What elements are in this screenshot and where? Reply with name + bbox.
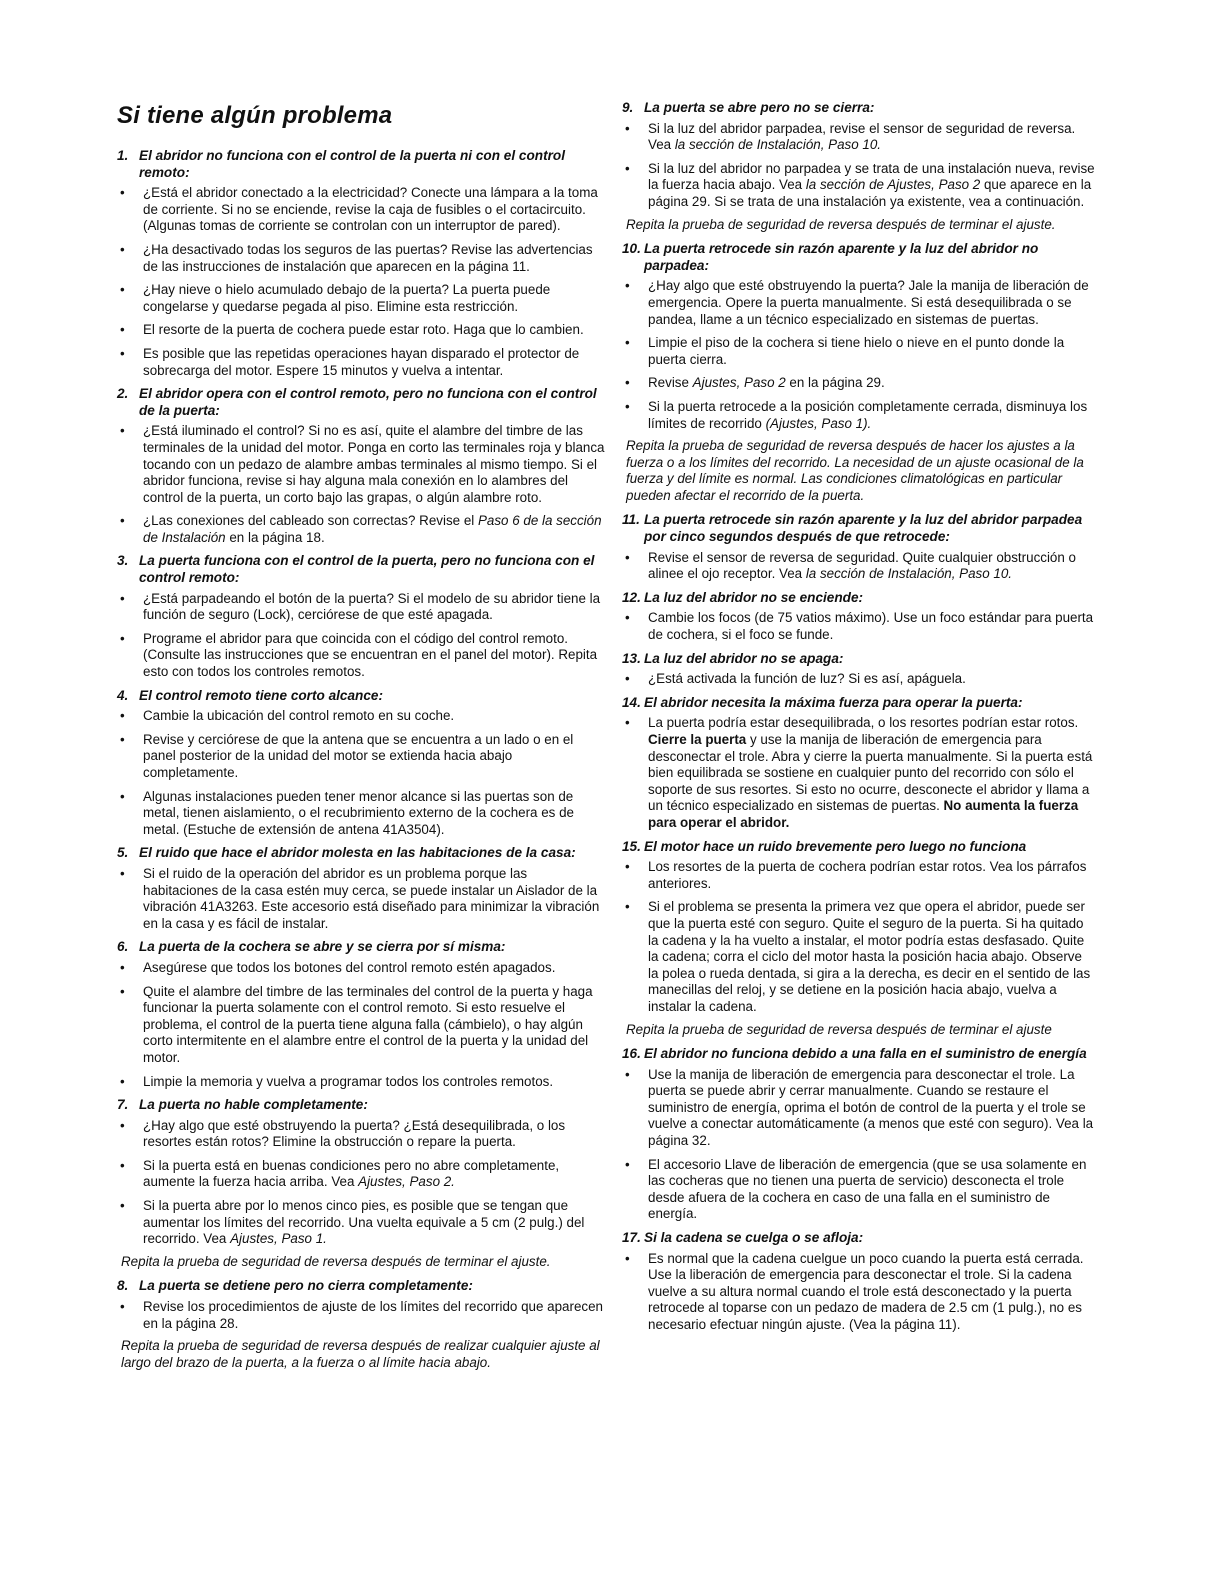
troubleshoot-section: [622, 590, 1096, 644]
bullet-list: [622, 1067, 1096, 1223]
section-heading-text: La puerta retrocede sin razón aparente y la luz del abridor no parpadea:: [644, 241, 1039, 273]
section-heading-text: La puerta retrocede sin razón aparente y la luz del abridor parpadea por cinco segundos después de que retrocede:: [644, 512, 1083, 545]
troubleshoot-section: [622, 695, 1096, 832]
section-heading: [117, 148, 605, 181]
left-column: [117, 144, 605, 1379]
section-number: 13.: [622, 650, 641, 666]
section-heading-text: La luz del abridor no se enciende:: [644, 589, 864, 605]
troubleshoot-section: [117, 688, 605, 839]
section-heading: [622, 1046, 1096, 1063]
bullet-item: • ¿Está el abridor conectado a la electricidad? Conecte una lámpara a la toma de corriente. Si no se enciende, revise la caja de fusibles o el cortacircuito. (Algunas tomas de corriente se controlan con un interruptor de pared).: [117, 185, 605, 235]
bullet-item: • Si la luz del abridor parpadea, revise el sensor de seguridad de reversa. Vea la sección de Instalación, Paso 10.: [622, 121, 1096, 154]
section-number: 14.: [622, 694, 641, 710]
troubleshoot-section: [117, 845, 605, 932]
section-heading: [622, 100, 1096, 117]
bullet-item: • Algunas instalaciones pueden tener menor alcance si las puertas son de metal, tienen aislamiento, o el recubrimiento externo de la cochera es de metal. (Estuche de extensión de antena 41A3504).: [117, 789, 605, 839]
section-heading-text: La puerta se detiene pero no cierra completamente:: [139, 1278, 473, 1294]
troubleshoot-section: [622, 100, 1096, 233]
section-note: Repita la prueba de seguridad de reversa después de terminar el ajuste: [626, 1021, 1052, 1037]
troubleshoot-section: [117, 1097, 605, 1270]
bullet-item: • Revise Ajustes, Paso 2 en la página 29.: [622, 375, 1096, 392]
section-heading: [622, 590, 1096, 607]
bullet-list: [622, 121, 1096, 211]
section-heading-text: El abridor opera con el control remoto, pero no funciona con el control de la puerta:: [139, 386, 597, 418]
section-number: 7.: [117, 1097, 129, 1113]
section-number: 15.: [622, 838, 641, 854]
section-heading: [117, 386, 605, 419]
bullet-item: • ¿Está iluminado el control? Si no es así, quite el alambre del timbre de las terminales de la unidad del motor. Ponga en corto las terminales roja y blanca tocando con un pedazo de alambre ambas terminales al mismo tiempo. Si el abridor funciona, revise si hay alguna mala conexión en lo alambres del control de la puerta, un corto bajo las grapas, o algún alambre roto.: [117, 423, 605, 506]
section-heading: [117, 1278, 605, 1295]
section-note: Repita la prueba de seguridad de reversa después de hacer los ajustes a la fuerza o a los límites del recorrido. La necesidad de un ajuste ocasional de la fuerza y del límite es normal. Las condiciones climatológicas en particular pueden afectar el recorrido de la puerta.: [626, 438, 1084, 503]
troubleshoot-section: [622, 1230, 1096, 1334]
section-note: Repita la prueba de seguridad de reversa después de terminar el ajuste.: [626, 216, 1056, 232]
section-number: 17.: [622, 1230, 641, 1246]
bullet-item: • El accesorio Llave de liberación de emergencia (que se usa solamente en las cocheras que no tienen una puerta de servicio) desconecta el trole desde afuera de la cochera en caso de una falla en el suministro de energía.: [622, 1157, 1096, 1223]
bullet-item: • Si la puerta abre por lo menos cinco pies, es posible que se tengan que aumentar los límites del recorrido. Una vuelta equivale a 5 cm (2 pulg.) del recorrido. Vea Ajustes, Paso 1.: [117, 1198, 605, 1248]
section-number: 2.: [117, 386, 129, 402]
section-number: 16.: [622, 1046, 641, 1062]
troubleshoot-section: [622, 512, 1096, 582]
bullet-item: • Limpie el piso de la cochera si tiene hielo o nieve en el punto donde la puerta cierra.: [622, 335, 1096, 368]
bullet-list: [622, 715, 1096, 831]
section-number: 11.: [622, 512, 640, 528]
bullet-list: [117, 1118, 605, 1248]
section-heading-text: La puerta no hable completamente:: [139, 1097, 368, 1113]
page-title: Si tiene algún problema: [117, 102, 393, 129]
section-heading-text: La puerta funciona con el control de la puerta, pero no funciona con el control remoto:: [139, 553, 595, 586]
troubleshoot-section: [117, 386, 605, 546]
bullet-list: [117, 866, 605, 932]
section-heading: [117, 688, 605, 705]
section-heading: [117, 845, 605, 862]
section-heading-text: La luz del abridor no se apaga:: [644, 650, 844, 666]
section-heading-text: El control remoto tiene corto alcance:: [139, 687, 383, 703]
bullet-list: [117, 423, 605, 546]
bullet-item: • Programe el abridor para que coincida con el código del control remoto. (Consulte las instrucciones que se encuentran en el panel del motor). Repita esto con todos los controles remotos.: [117, 631, 605, 681]
bullet-list: [622, 610, 1096, 643]
bullet-item: • Revise el sensor de reversa de seguridad. Quite cualquier obstrucción o alinee el ojo receptor. Vea la sección de Instalación, Paso 10.: [622, 550, 1096, 583]
bullet-item: • Los resortes de la puerta de cochera podrían estar rotos. Vea los párrafos anteriores.: [622, 859, 1096, 892]
bullet-item: • Limpie la memoria y vuelva a programar todos los controles remotos.: [117, 1074, 605, 1091]
section-heading: [622, 651, 1096, 668]
section-number: 4.: [117, 687, 129, 703]
section-number: 12.: [622, 589, 641, 605]
bullet-list: [117, 960, 605, 1090]
section-heading: [622, 512, 1096, 545]
bullet-item: • ¿Hay algo que esté obstruyendo la puerta? ¿Está desequilibrada, o los resortes están rotos? Elimine la obstrucción o repare la puerta.: [117, 1118, 605, 1151]
section-number: 9.: [622, 100, 634, 115]
section-note: Repita la prueba de seguridad de reversa después de realizar cualquier ajuste al largo del brazo de la puerta, a la fuerza o al límite hacia abajo.: [121, 1338, 600, 1370]
section-heading-text: La puerta de la cochera se abre y se cierra por sí misma:: [139, 939, 506, 955]
troubleshoot-section: [117, 939, 605, 1090]
bullet-item: • Si la puerta está en buenas condiciones pero no abre completamente, aumente la fuerza hacia arriba. Vea Ajustes, Paso 2.: [117, 1158, 605, 1191]
section-heading: [117, 939, 605, 956]
bullet-item: • ¿Está activada la función de luz? Si es así, apáguela.: [622, 671, 1096, 688]
bullet-item: • ¿Hay nieve o hielo acumulado debajo de la puerta? La puerta puede congelarse y quedarse pegada al piso. Elimine esta restricción.: [117, 282, 605, 315]
section-heading: [117, 1097, 605, 1114]
bullet-item: • ¿Ha desactivado todas los seguros de las puertas? Revise las advertencias de las instrucciones de instalación que aparecen en la página 11.: [117, 242, 605, 275]
section-number: 3.: [117, 553, 129, 569]
section-number: 10.: [622, 241, 641, 257]
bullet-item: • Es normal que la cadena cuelgue un poco cuando la puerta está cerrada. Use la liberación de emergencia para desconectar el trole. Si la cadena vuelve a su altura normal cuando el trole está desconectado y la puerta retrocede al toparse con un pedazo de madera de 2.5 cm (1 pulg.), no es necesario efectuar ningún ajuste. (Vea la página 11).: [622, 1251, 1096, 1334]
bullet-list: [117, 1299, 605, 1332]
bullet-item: • ¿Hay algo que esté obstruyendo la puerta? Jale la manija de liberación de emergencia. Opere la puerta manualmente. Si está desequilibrada o se pandea, llame a un técnico especializado en sistemas de puertas.: [622, 278, 1096, 328]
bullet-item: • Quite el alambre del timbre de las terminales del control de la puerta y haga funcionar la puerta solamente con el control remoto. Si esto resuelve el problema, el control de la puerta tiene alguna falla (cámbielo), o hay algún corto intermitente en el alambre entre el control de la puerta y la unidad del motor.: [117, 984, 605, 1067]
bullet-item: • Es posible que las repetidas operaciones hayan disparado el protector de sobrecarga del motor. Espere 15 minutos y vuelva a intentar.: [117, 346, 605, 379]
section-heading-text: El ruido que hace el abridor molesta en las habitaciones de la casa:: [139, 845, 576, 861]
troubleshoot-section: [622, 651, 1096, 688]
section-number: 5.: [117, 845, 129, 861]
troubleshoot-section: [117, 1278, 605, 1371]
troubleshoot-section: [622, 241, 1096, 504]
section-heading-text: El abridor no funciona debido a una falla en el suministro de energía: [644, 1046, 1087, 1062]
section-heading: [117, 553, 605, 586]
bullet-item: • Use la manija de liberación de emergencia para desconectar el trole. La puerta se puede abrir y cerrar manualmente. Cuando se restaure el suministro de energía, oprima el botón de control de la puerta y el trole se vuelve a conectar automáticamente (a menos que esté con seguro). Vea la página 32.: [622, 1067, 1096, 1150]
section-heading: [622, 241, 1096, 274]
section-heading-text: La puerta se abre pero no se cierra:: [644, 100, 875, 115]
bullet-item: • Si el ruido de la operación del abridor es un problema porque las habitaciones de la casa estén muy cerca, se puede instalar un Aislador de la vibración 41A3263. Este accesorio está diseñado para minimizar la vibración en la casa y es fácil de instalar.: [117, 866, 605, 932]
bullet-list: [117, 708, 605, 838]
bullet-list: [117, 185, 605, 379]
section-number: 1.: [117, 148, 129, 163]
bullet-item: • La puerta podría estar desequilibrada, o los resortes podrían estar rotos. Cierre la puerta y use la manija de liberación de emergencia para desconectar el trole. Abra y cierre la puerta manualmente. Si la puerta está bien equilibrada se sostiene en cualquier punto del recorrido con sólo el soporte de sus resortes. Si esto no ocurre, desconecte el abridor y llama a un técnico especializado en sistemas de puertas. No aumenta la fuerza para operar el abridor.: [622, 715, 1096, 831]
right-column: [622, 96, 1096, 1341]
bullet-list: [622, 671, 1096, 688]
section-heading-text: El motor hace un ruido brevemente pero luego no funciona: [644, 838, 1027, 854]
bullet-item: • ¿Está parpadeando el botón de la puerta? Si el modelo de su abridor tiene la función de seguro (Lock), cerciórese de que esté apagada.: [117, 591, 605, 624]
section-number: 6.: [117, 939, 129, 955]
section-heading-text: El abridor no funciona con el control de la puerta ni con el control remoto:: [139, 148, 565, 180]
bullet-item: • El resorte de la puerta de cochera puede estar roto. Haga que lo cambien.: [117, 322, 605, 339]
troubleshoot-section: [622, 839, 1096, 1039]
bullet-list: [622, 278, 1096, 432]
bullet-item: • Revise y cerciórese de que la antena que se encuentra a un lado o en el panel posterior de la unidad del motor se extienda hacia abajo completamente.: [117, 732, 605, 782]
bullet-item: • Cambie los focos (de 75 vatios máximo). Use un foco estándar para puerta de cochera, si el foco se funde.: [622, 610, 1096, 643]
bullet-list: [117, 591, 605, 681]
troubleshoot-section: [117, 148, 605, 379]
bullet-list: [622, 1251, 1096, 1334]
bullet-item: • Si la puerta retrocede a la posición completamente cerrada, disminuya los límites de recorrido (Ajustes, Paso 1).: [622, 399, 1096, 432]
bullet-list: [622, 859, 1096, 1015]
section-heading: [622, 1230, 1096, 1247]
section-heading-text: El abridor necesita la máxima fuerza para operar la puerta:: [644, 694, 1023, 710]
troubleshoot-section: [622, 1046, 1096, 1223]
bullet-item: • Cambie la ubicación del control remoto en su coche.: [117, 708, 605, 725]
bullet-item: • Si el problema se presenta la primera vez que opera el abridor, puede ser que la puerta esté con seguro. Quite el seguro de la puerta. Si ha quitado la cadena y la ha vuelto a instalar, el motor podría estas desfasado. Quite la cadena; corra el ciclo del motor hasta la posición hacia abajo. Observe la polea o rueda dentada, si gira a la derecha, es decir en el sentido de las manecillas del reloj, y se detiene en la posición hacia abajo, vuelva a instalar la cadena.: [622, 899, 1096, 1015]
bullet-item: • Revise los procedimientos de ajuste de los límites del recorrido que aparecen en la página 28.: [117, 1299, 605, 1332]
troubleshoot-section: [117, 553, 605, 680]
bullet-item: • ¿Las conexiones del cableado son correctas? Revise el Paso 6 de la sección de Instalación en la página 18.: [117, 513, 605, 546]
section-note: Repita la prueba de seguridad de reversa después de terminar el ajuste.: [121, 1253, 551, 1269]
bullet-list: [622, 550, 1096, 583]
section-heading: [622, 695, 1096, 712]
bullet-item: • Asegúrese que todos los botones del control remoto estén apagados.: [117, 960, 605, 977]
section-heading-text: Si la cadena se cuelga o se afloja:: [644, 1230, 864, 1246]
section-heading: [622, 839, 1096, 856]
bullet-item: • Si la luz del abridor no parpadea y se trata de una instalación nueva, revise la fuerza hacia abajo. Vea la sección de Ajustes, Paso 2 que aparece en la página 29. Si se trata de una instalación ya existente, vea a continuación.: [622, 161, 1096, 211]
section-number: 8.: [117, 1278, 129, 1294]
